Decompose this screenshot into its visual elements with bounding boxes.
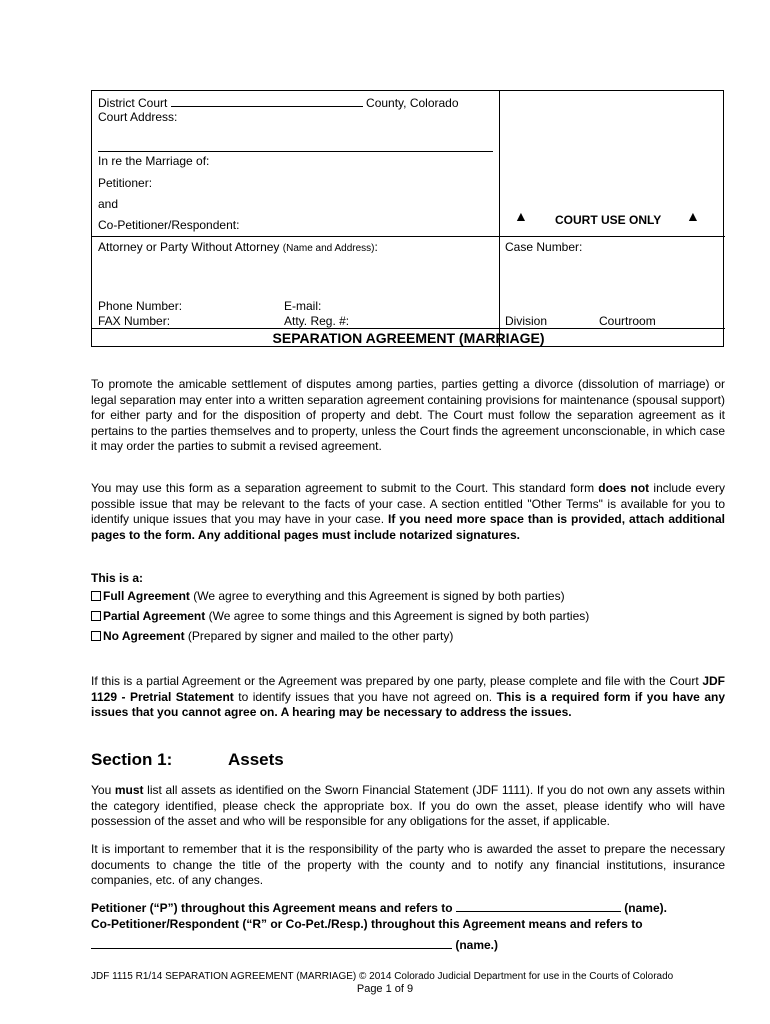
section-title: Assets — [228, 750, 284, 769]
option-label: Partial Agreement — [103, 609, 206, 623]
partial-agreement-paragraph — [91, 674, 725, 721]
attorney-label: Attorney or Party Without Attorney — [98, 240, 280, 254]
option-note: (Prepared by signer and mailed to the other party) — [184, 629, 454, 643]
option-label: Full Agreement — [103, 589, 190, 603]
section-1-paragraph-2: It is important to remember that it is the responsibility of the party who is awarded the asset to prepare the necessary documents to change the title of the property with the county and to notify any financial institutions, insurance companies, etc. of any changes. — [91, 842, 725, 887]
fax-label: FAX Number: — [98, 314, 171, 328]
caption-divider-right — [500, 236, 725, 237]
s1-text-2: list all assets as identified on the Sworn Financial Statement (JDF 1111). If you do not own any assets within the category identified, please check the appropriate box. If you do own the asset, please identify who will have possession of the asset and who will be responsible for any obligations for the asset, if applicable. — [91, 783, 725, 828]
petitioner-name-field[interactable] — [456, 901, 621, 912]
email-label: E-mail: — [284, 299, 322, 313]
agreement-type-heading: This is a: — [91, 571, 144, 585]
phone-label: Phone Number: — [98, 299, 183, 313]
option-note: (We agree to everything and this Agreement is signed by both parties) — [189, 589, 565, 603]
page-number: Page 1 of 9 — [356, 983, 414, 995]
up-triangle-icon: ▲ — [686, 208, 700, 224]
partial-bold: This is a required form if you have any issues that you cannot agree on. A hearing may be necessary to address the issues. — [91, 689, 725, 719]
checkbox-full-agreement[interactable] — [91, 591, 101, 601]
attorney-label-line — [98, 240, 378, 256]
co-petitioner-name-field[interactable] — [91, 938, 452, 949]
name-suffix: (name). — [620, 901, 667, 915]
partial-text-2: to identify issues that you have not agreed on. — [233, 689, 497, 704]
section-1-paragraph-1 — [91, 783, 725, 830]
partial-text: If this is a partial Agreement or the Agreement was prepared by one party, please complete and file with the Court — [91, 674, 703, 688]
petitioner-definition: Petitioner (“P”) throughout this Agreement means and refers to — [91, 901, 456, 915]
co-petitioner-label: Co-Petitioner/Respondent: — [98, 218, 240, 232]
intro-paragraph-2 — [91, 481, 725, 543]
section-1-heading — [91, 750, 284, 770]
attorney-colon: : — [374, 240, 378, 254]
s1-text: You — [91, 783, 115, 797]
intro-p2-bold-2: If you need more space than is provided, attach additional pages to the form. Any additional pages must include notarized signatures. — [91, 512, 725, 542]
option-full-agreement[interactable] — [91, 589, 565, 604]
intro-p2-bold: does not — [598, 481, 650, 495]
case-number-label: Case Number: — [505, 240, 583, 254]
intro-p2-text: You may use this form as a separation agreement to submit to the Court. This standard form — [91, 481, 599, 495]
division-label: Division — [505, 314, 548, 328]
district-court-label: District Court — [98, 96, 168, 110]
option-no-agreement[interactable] — [91, 629, 453, 644]
intro-p2-text-2: include every possible issue that may be relevant to the facts of your case. A section entitled "Other Terms" is available for you to identify unique issues that you may have in your case. — [91, 481, 725, 526]
checkbox-no-agreement[interactable] — [91, 631, 101, 641]
checkbox-partial-agreement[interactable] — [91, 611, 101, 621]
option-note: (We agree to some things and this Agreement is signed by both parties) — [205, 609, 590, 623]
and-label: and — [98, 197, 119, 211]
section-number: Section 1: — [91, 750, 173, 769]
case-caption-box — [91, 90, 724, 347]
name-suffix-2: (name.) — [452, 938, 499, 952]
court-address-label: Court Address: — [98, 110, 178, 124]
pretrial-statement-reference: JDF 1129 - Pretrial Statement — [91, 674, 725, 704]
intro-paragraph-1: To promote the amicable settlement of disputes among parties, parties getting a divorce (dissolution of marriage) or legal separation may enter into a written separation agreement containing provisions for maintenance (spousal support) for either party and for the disposition of property and debt. The Court must follow the separation agreement as it pertains to the parties themselves and to property, unless the Court finds the agreement unconscionable, in which case it may order the parties to submit a revised agreement. — [91, 377, 725, 453]
in-re-label: In re the Marriage of: — [98, 154, 210, 168]
courtroom-label: Courtroom — [599, 314, 656, 328]
court-address-field[interactable] — [98, 151, 493, 152]
s1-bold: must — [114, 783, 144, 797]
caption-divider-left — [92, 236, 500, 237]
county-label: County, Colorado — [366, 96, 459, 110]
co-petitioner-definition: Co-Petitioner/Respondent (“R” or Co-Pet./Resp.) throughout this Agreement means and refers to — [91, 916, 643, 931]
party-definitions — [91, 901, 725, 954]
county-name-field[interactable] — [171, 96, 363, 107]
up-triangle-icon: ▲ — [514, 208, 528, 224]
form-title: SEPARATION AGREEMENT (MARRIAGE) — [272, 330, 545, 346]
atty-reg-label: Atty. Reg. #: — [284, 314, 350, 328]
form-footer: JDF 1115 R1/14 SEPARATION AGREEMENT (MARRIAGE) © 2014 Colorado Judicial Department for use in the Courts of Colorado — [91, 971, 674, 982]
court-use-only-label: COURT USE ONLY — [555, 213, 662, 227]
option-partial-agreement[interactable] — [91, 609, 589, 624]
district-court-line — [98, 96, 459, 110]
option-label: No Agreement — [103, 629, 185, 643]
attorney-note: (Name and Address) — [282, 243, 375, 254]
petitioner-label: Petitioner: — [98, 176, 153, 190]
